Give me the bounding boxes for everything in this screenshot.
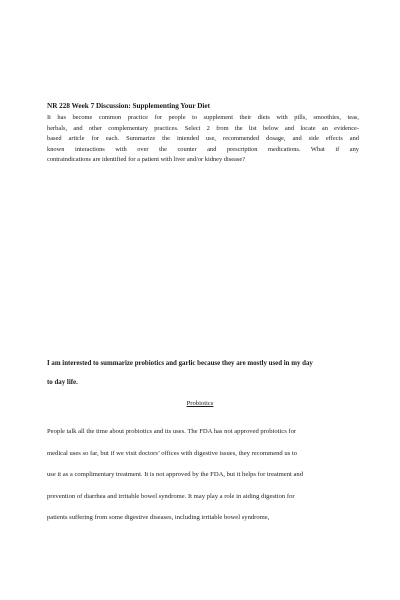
body-paragraph	[47, 421, 359, 529]
intro-line: I am interested to summarize probiotics and garlic because they are mostly used in my day	[47, 360, 313, 367]
body-line: People talk all the time about probiotics and its uses. The FDA has not approved probiotics for	[47, 428, 297, 435]
prompt-line: known interactions with over the counter and prescription medications. What if any	[47, 145, 359, 153]
prompt-line: based article for each. Summarize the intended use, recommended dosage, and side effects and	[47, 135, 359, 142]
prompt-line: It has become common practice for people to supplement their diets with pills, smoothies, teas,	[47, 114, 359, 121]
document-title: NR 228 Week 7 Discussion: Supplementing Your Diet	[47, 102, 211, 110]
body-line: medical uses so far, but if we visit doctors’ offices with digestive issues, they recommend us to	[47, 449, 298, 457]
body-line: patients suffering from some digestive diseases, including irritable bowel syndrome,	[47, 514, 270, 522]
prompt-line: herbals, and other complementary practices. Select 2 from the list below and locate an evidence-	[47, 124, 359, 132]
intro-line: to day life.	[47, 379, 78, 386]
section-heading-probiotics: Probiotics	[186, 400, 214, 407]
prompt-line: contraindications are identified for a patient with liver and/or kidney disease?	[47, 156, 246, 163]
body-line: use it as a complimentary treatment. It is not approved by the FDA, but it helps for treatment and	[47, 471, 303, 479]
intro-statement	[47, 354, 359, 392]
body-line: prevention of diarrhea and irritable bowel syndrome. It may play a role in aiding digestion for	[47, 492, 295, 500]
discussion-prompt	[47, 113, 359, 166]
